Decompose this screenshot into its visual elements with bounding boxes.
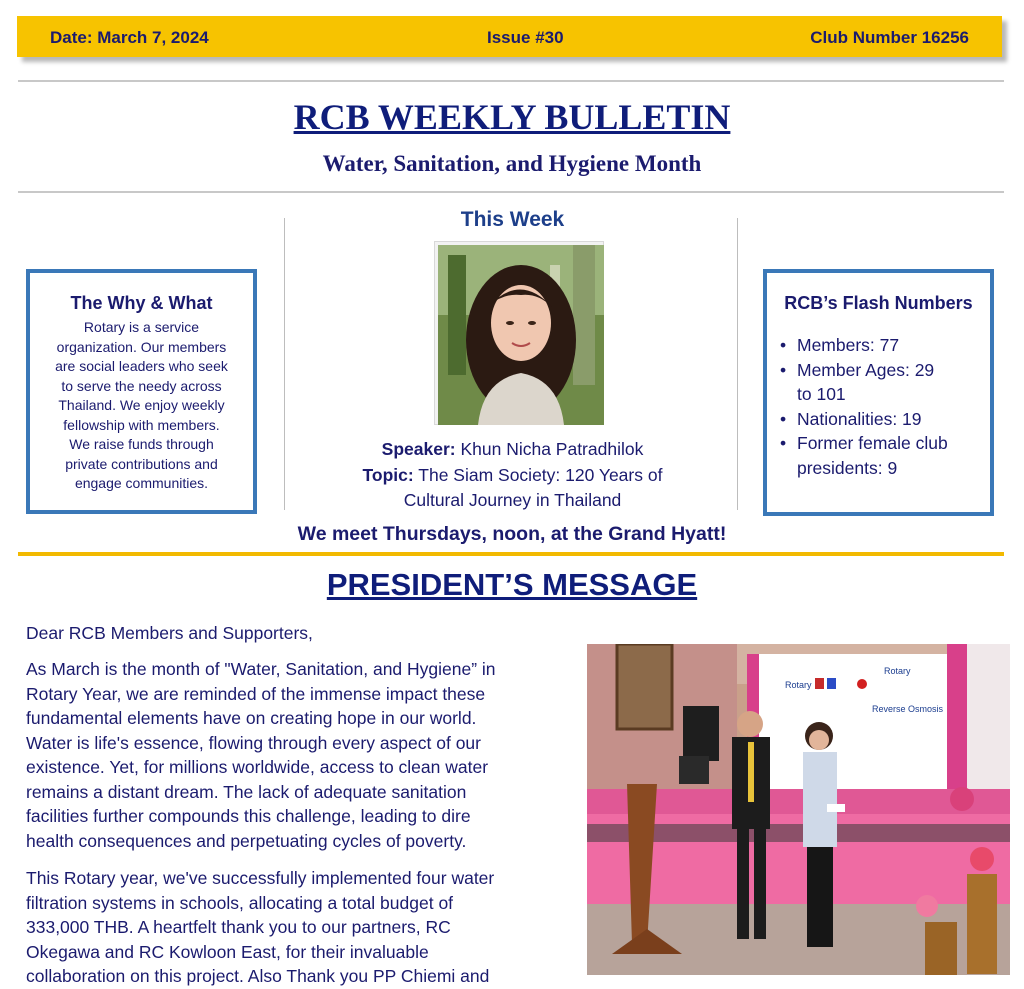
text-line: Rotary Year, we are reminded of the immense impact these <box>26 683 486 704</box>
text-line: organization. Our members <box>56 338 227 355</box>
meeting-info: We meet Thursdays, noon, at the Grand Hyatt! <box>297 523 727 545</box>
this-week-heading: This Week <box>460 208 565 231</box>
club-number: Club Number 16256 <box>810 28 969 47</box>
list-item <box>780 407 990 432</box>
item-text: Former female club <box>797 433 948 453</box>
column-divider <box>284 218 285 510</box>
divider <box>18 191 1004 193</box>
text-line: Okegawa and RC Kowloon East, for their invaluable <box>26 941 429 962</box>
text-line: This Rotary year, we've successfully implemented four water <box>26 868 495 888</box>
item-text: Nationalities: 19 <box>797 408 922 429</box>
event-photo <box>587 644 1010 975</box>
item-text: to 101 <box>797 384 846 404</box>
topic-text: The Siam Society: 120 Years of <box>413 464 663 485</box>
banner-rotary-right: Rotary <box>884 666 911 676</box>
flash-numbers-heading: RCB’s Flash Numbers <box>784 293 973 313</box>
speaker-photo <box>434 241 604 425</box>
flash-numbers-list <box>780 333 990 480</box>
speaker-line <box>290 437 735 463</box>
text-line: Rotary is a service <box>83 319 200 335</box>
gold-divider <box>18 552 1004 556</box>
text-line: existence. Yet, for millions worldwide, access to clean water <box>26 757 489 777</box>
text-line: 333,000 THB. A heartfelt thank you to our partners, RC <box>26 917 451 937</box>
text-line: fundamental elements have on creating hope in our world. <box>26 708 477 728</box>
speaker-name: Khun Nicha Patradhilok <box>455 439 644 459</box>
item-text: presidents: 9 <box>797 457 898 478</box>
text-line: facilities further compounds this challenge, leading to dire <box>26 806 471 826</box>
bulletin-title: RCB WEEKLY BULLETIN <box>293 97 731 137</box>
item-text: Member Ages: 29 <box>797 359 935 380</box>
list-item <box>780 358 990 407</box>
text-line: are social leaders who seek <box>55 358 228 374</box>
banner-caption: Reverse Osmosis <box>872 704 944 714</box>
text-line: As March is the month of "Water, Sanitation, and Hygiene” in <box>26 659 496 679</box>
topic-text-continued: Cultural Journey in Thailand <box>403 490 622 510</box>
greeting: Dear RCB Members and Supporters, <box>26 623 313 643</box>
list-item <box>780 431 990 480</box>
divider <box>18 80 1004 82</box>
text-line: Thailand. We enjoy weekly <box>58 397 225 413</box>
text-line: to serve the needy across <box>61 377 222 394</box>
speaker-label: Speaker: <box>381 439 456 459</box>
banner-rotary-left: Rotary <box>785 680 812 690</box>
text-line: filtration systems in schools, allocating a total budget of <box>26 892 454 913</box>
text-line: private contributions and <box>65 455 218 472</box>
speaker-info <box>290 437 735 514</box>
speaker-portrait-image <box>438 245 604 425</box>
event-scene-image <box>587 644 1010 975</box>
text-line: engage communities. <box>74 475 209 491</box>
bulletin-subtitle: Water, Sanitation, and Hygiene Month <box>322 151 702 176</box>
topic-label: Topic: <box>362 464 414 485</box>
text-line: We raise funds through <box>69 436 214 452</box>
why-what-heading: The Why & What <box>70 293 213 313</box>
issue-number: Issue #30 <box>487 28 564 47</box>
item-text: Members: 77 <box>797 335 900 355</box>
column-divider <box>737 218 738 510</box>
header-bar <box>17 16 1002 57</box>
flash-numbers-box <box>763 269 994 516</box>
text-line: collaboration on this project. Also Thank you PP Chiemi and <box>26 966 490 986</box>
text-line: remains a distant dream. The lack of adequate sanitation <box>26 781 467 802</box>
message-paragraph-2 <box>26 866 554 989</box>
why-what-text <box>30 318 253 494</box>
president-message-title: PRESIDENT’S MESSAGE <box>326 567 698 602</box>
issue-date: Date: March 7, 2024 <box>50 28 209 47</box>
topic-line <box>290 463 735 489</box>
list-item <box>780 333 990 358</box>
text-line: Water is life's essence, flowing through every aspect of our <box>26 732 481 753</box>
text-line: health consequences and perpetuating cycles of poverty. <box>26 830 467 851</box>
text-line: fellowship with members. <box>63 416 220 433</box>
message-paragraph-1 <box>26 657 554 853</box>
why-what-box <box>26 269 257 514</box>
